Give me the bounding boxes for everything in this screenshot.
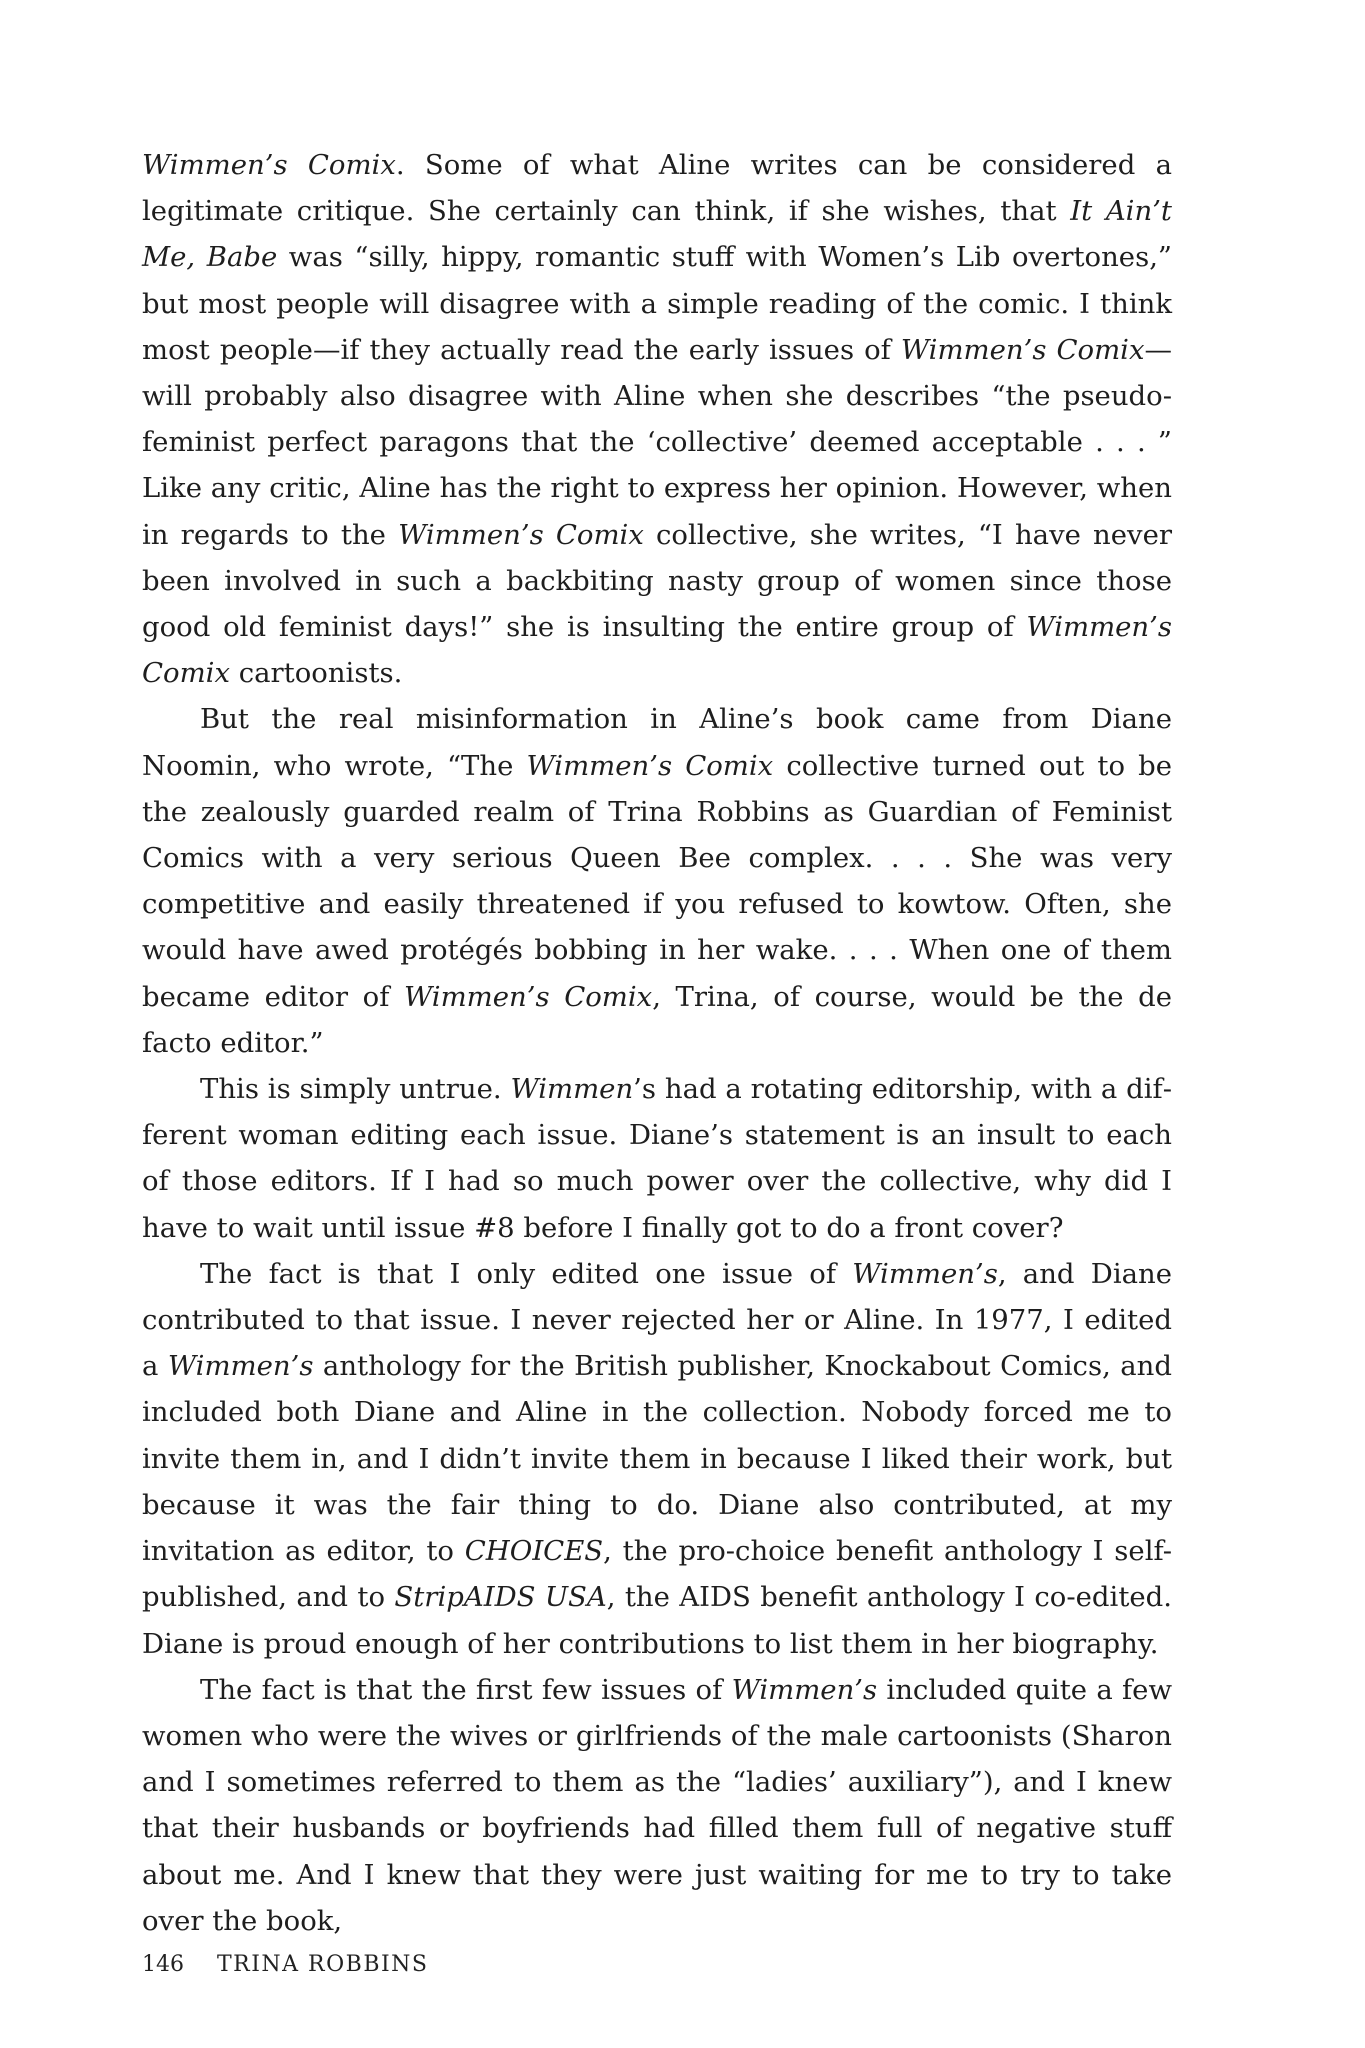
- text-segment: was “silly, hippy, romantic stuff with Women’s Lib overtones,” but most people will disagree with a simple reading of the comic. I think most people—if they actually read the early issues of: [142, 241, 1172, 366]
- paragraph: [142, 696, 1172, 1066]
- text-segment: collective, she writes, “I have never been involved in such a backbiting nasty group of women since those good old feminist days!” she is insulting the entire group of: [142, 518, 1172, 644]
- body-text: [142, 142, 1172, 1944]
- text-segment: cartoonists.: [229, 657, 403, 690]
- paragraph: [142, 1251, 1172, 1667]
- text-segment: , the AIDS benefit anthology I co-edited. Diane is proud enough of her contributions to list them in her biography.: [142, 1581, 1173, 1660]
- italic-text-segment: Wimmen’s Comix: [142, 149, 396, 181]
- paragraph: [142, 142, 1172, 696]
- text-segment: —will probably also disagree with Aline when she describes “the pseudo-feminist perfect paragons that the ‘collective’ deemed acceptable . . . ” Like any critic, Aline has the right to express her opinion. However, when in regards to the: [142, 333, 1172, 551]
- italic-text-segment: CHOICES: [464, 1535, 604, 1568]
- running-head: TRINA ROBBINS: [217, 1952, 429, 1977]
- text-segment: collective turned out to be the zealously guarded realm of Trina Robbins as Guardian of Feminist Comics with a very serious Queen Bee complex. . . . She was very competitive and easily threatened if you refused to kowtow. Often, she would have awed protégés bobbing in her wake. . . . When one of them became editor of: [142, 749, 1173, 1013]
- italic-text-segment: Wimmen’s Comix: [526, 749, 774, 782]
- paragraph: [142, 1066, 1172, 1251]
- text-segment: , Trina, of course, would be the de facto editor.”: [142, 980, 1172, 1059]
- text-segment: , and Diane contributed to that issue. I never rejected her or Aline. In 1977, I edited a: [142, 1257, 1172, 1383]
- text-segment: , the pro-choice benefit anthology I self-published, and to: [142, 1535, 1172, 1614]
- italic-text-segment: Wimmen’s Comix: [404, 980, 653, 1013]
- text-segment: The fact is that the first few issues of: [200, 1673, 732, 1706]
- text-segment: anthology for the British publisher, Knockabout Comics, and included both Diane and Aline in the collection. Nobody forced me to invite them in, and I didn’t invite them in because I liked their work, but because it was the fair thing to do. Diane also contributed, at my invitation as editor, to: [142, 1350, 1172, 1568]
- text-segment: . Some of what Aline writes can be considered a legitimate critique. She certainly can think, if she wishes, that: [142, 149, 1172, 228]
- italic-text-segment: Wimmen: [510, 1073, 634, 1106]
- italic-text-segment: Wimmen’s Comix: [398, 518, 644, 551]
- italic-text-segment: It Ain’t Me, Babe: [142, 195, 1172, 274]
- italic-text-segment: Wimmen’s: [731, 1673, 878, 1706]
- text-segment: But the real misinformation in Aline’s book came from Diane Noomin, who wrote, “The: [142, 703, 1172, 782]
- page-footer: [142, 1950, 429, 1980]
- text-segment: The fact is that I only edited one issue of: [200, 1257, 853, 1290]
- italic-text-segment: Wimmen’s: [852, 1257, 998, 1290]
- text-segment: This is simply untrue.: [200, 1073, 511, 1106]
- italic-text-segment: Wimmen’s: [167, 1350, 314, 1383]
- italic-text-segment: StripAIDS USA: [394, 1581, 607, 1614]
- text-segment: ’s had a rotating editorship, with a different woman editing each issue. Diane’s statement is an insult to each of those editors. If I had so much power over the collective, why did I have to wait until issue #8 before I finally got to do a front cover?: [142, 1073, 1172, 1244]
- text-segment: included quite a few women who were the wives or girlfriends of the male cartoonists (Sharon and I sometimes referred to them as the “ladies’ auxiliary”), and I knew that their husbands or boyfriends had filled them full of negative stuff about me. And I knew that they were just waiting for me to try to take over the book,: [142, 1673, 1172, 1937]
- page-number: 146: [142, 1952, 184, 1977]
- italic-text-segment: Wimmen’s Comix: [142, 611, 1172, 690]
- italic-text-segment: Wimmen’s Comix: [900, 333, 1145, 366]
- paragraph: [142, 1667, 1172, 1944]
